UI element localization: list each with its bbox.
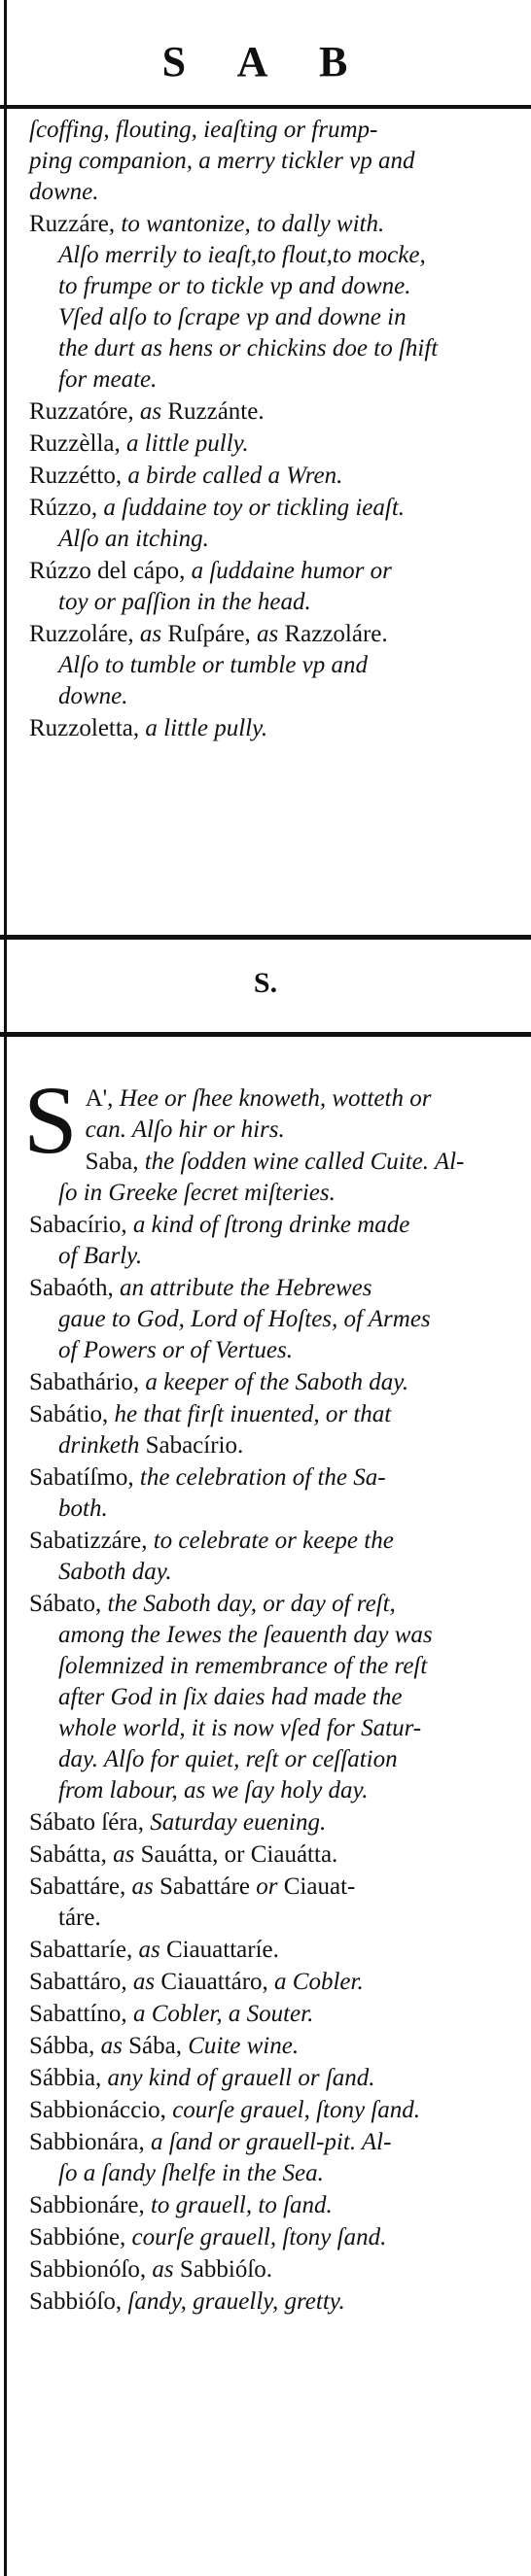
entry-line: [29, 619, 519, 650]
entry-line: the durt as hens or chickins doe to ſhift: [58, 335, 439, 361]
entry-line: of Barly.: [58, 1243, 143, 1269]
headword: Sabattáre,: [29, 1873, 126, 1900]
dictionary-entry: [29, 1807, 519, 1838]
entry-line: both.: [58, 1495, 108, 1522]
entry-line: Saboth day.: [58, 1559, 172, 1585]
headword: Sabatíſmo,: [29, 1464, 134, 1491]
definition-text: a Cobler.: [267, 1969, 364, 1995]
headword: Sabattíno,: [29, 2001, 127, 2027]
headword: Sabaóth,: [29, 1275, 114, 1301]
entry-line: [29, 1872, 519, 1903]
headword: Sabattáre: [159, 1873, 251, 1900]
entry-line: [29, 1903, 519, 1934]
s-entries: [23, 1066, 519, 2318]
entry-line: Alſo an itching.: [58, 526, 209, 552]
entry-line: [29, 1526, 519, 1557]
entry-line: [29, 2031, 519, 2062]
definition-text: as: [146, 2256, 180, 2283]
dictionary-entry: [29, 1872, 519, 1934]
definition-text: a keeper of the Saboth day.: [139, 1369, 409, 1395]
dictionary-entry: [29, 2095, 519, 2126]
headword: A',: [85, 1085, 114, 1112]
headword: Ciauat-: [283, 1873, 356, 1900]
definition-text: to wantonize, to dally with.: [115, 211, 385, 237]
entry-line: [29, 493, 519, 524]
entry-line: among the Iewes the ſeauenth day was: [58, 1622, 433, 1648]
dictionary-entry: [29, 2190, 519, 2221]
definition-text: as: [125, 1873, 159, 1900]
entry-line: whole world, it is now vſed for Satur-: [58, 1715, 422, 1741]
entry-line: [29, 1589, 519, 1620]
dictionary-entry: [29, 429, 519, 460]
headword: Ruzzoletta,: [29, 715, 140, 741]
entry-line: ping companion, a merry tickler vp and: [29, 148, 415, 174]
definition-text: as: [126, 1969, 161, 1995]
definition-text: drinketh: [58, 1432, 146, 1459]
headword: Saba,: [85, 1149, 139, 1175]
headword: Sabátta,: [29, 1841, 107, 1868]
entry-line: [29, 2063, 519, 2094]
section-rule-top: [0, 935, 531, 940]
entry-line: day. Alſo for quiet, reſt or ceſſation: [58, 1746, 398, 1772]
entry-line: gaue to God, Lord of Hoſtes, of Armes: [58, 1306, 431, 1332]
dictionary-entry: [29, 2286, 519, 2318]
section-rule-bottom: [0, 1032, 531, 1037]
dictionary-entry: [29, 461, 519, 492]
entry-line: to frumpe or to tickle vp and downe.: [58, 273, 411, 299]
definition-text: a ſand or grauell-pit. Al-: [144, 2129, 392, 2155]
entry-line: [29, 2286, 519, 2318]
headword: Sábba,: [29, 2033, 95, 2059]
dictionary-entry: [29, 1367, 519, 1398]
entry-line: of Powers or of Vertues.: [58, 1337, 293, 1363]
entry-line: for meate.: [58, 366, 158, 393]
entry-line: [29, 2095, 519, 2126]
continued-entries: [29, 115, 519, 745]
definition-text: Cuite wine.: [181, 2033, 300, 2059]
header-rule: [0, 105, 531, 109]
entry-line: can. Alſo hir or hirs.: [85, 1116, 285, 1143]
dictionary-entry: [29, 1589, 519, 1806]
dictionary-entry: [29, 1147, 519, 1209]
entry-line: from labour, as we ſay holy day.: [58, 1777, 369, 1803]
definition-text: Saturday euening.: [144, 1809, 327, 1836]
entry-line: ſo a ſandy ſhelfe in the Sea.: [58, 2160, 324, 2186]
entry-line: [29, 1999, 519, 2030]
headword: Sabbióſo.: [179, 2256, 273, 2283]
definition-text: to grauell, to ſand.: [144, 2192, 333, 2218]
entry-line: toy or paſſion in the head.: [58, 589, 311, 615]
entry-line: ſolemnized in remembrance of the reſt: [58, 1653, 428, 1679]
entry-line: [29, 1147, 519, 1178]
dictionary-entry: [29, 619, 519, 712]
dictionary-entry: [29, 1210, 519, 1272]
dictionary-entry: [29, 396, 519, 428]
definition-text: an attribute the Hebrewes: [113, 1275, 372, 1301]
definition-text: ſandy, grauelly, gretty.: [122, 2288, 345, 2315]
definition-text: a kind of ſtrong drinke made: [126, 1212, 410, 1238]
entry-line: [29, 1430, 519, 1461]
headword: Sábato,: [29, 1591, 102, 1617]
headword: Sabathário,: [29, 1369, 140, 1395]
headword: Ruzzatóre,: [29, 398, 134, 425]
dictionary-entry: [29, 1526, 519, 1588]
headword: Sabbionáccio,: [29, 2097, 166, 2123]
entry-line: Alſo merrily to ieaſt,to flout,to mocke,: [58, 242, 426, 268]
drop-cap: S: [23, 1066, 78, 1174]
headword: Sábbia,: [29, 2065, 102, 2091]
dictionary-entry: [29, 115, 519, 208]
headword: Sabbióſo,: [29, 2288, 123, 2315]
entry-line: [29, 2190, 519, 2221]
headword: Ruzzoláre,: [29, 621, 134, 647]
definition-text: he that firſt inuented, or that: [108, 1401, 392, 1427]
definition-text: as: [250, 621, 285, 647]
headword: Sabacírio,: [29, 1212, 127, 1238]
dictionary-entry: [29, 2222, 519, 2253]
entry-line: [29, 556, 519, 587]
entry-line: Alſo to tumble or tumble vp and: [58, 652, 369, 678]
entry-line: downe.: [58, 683, 128, 709]
dictionary-entry: [29, 1999, 519, 2030]
definition-text: a ſuddaine humor or: [185, 558, 392, 584]
dictionary-entry: [29, 2127, 519, 2189]
dictionary-entry: [29, 1967, 519, 1998]
headword: Ruſpáre,: [167, 621, 251, 647]
definition-text: as: [133, 398, 168, 425]
entry-line: [29, 1210, 519, 1241]
entry-line: [29, 2127, 519, 2158]
entry-line: [29, 1273, 519, 1304]
left-border: [4, 0, 7, 2576]
definition-text: any kind of grauell or ſand.: [101, 2065, 375, 2091]
entry-line: [29, 461, 519, 492]
entry-line: ſcoffing, flouting, ieaſting or frump-: [29, 117, 378, 143]
headword: Sauátta, or Ciauátta.: [140, 1841, 338, 1868]
definition-text: courſe grauell, ſtony ſand.: [125, 2224, 387, 2250]
entry-line: [29, 1967, 519, 1998]
definition-text: a birde called a Wren.: [122, 463, 343, 489]
headword: Sabacírio.: [145, 1432, 244, 1459]
dictionary-entry: [29, 1462, 519, 1525]
headword: Sábato ſéra,: [29, 1809, 145, 1836]
definition-text: as: [106, 1841, 141, 1868]
entry-line: [29, 2222, 519, 2253]
dictionary-entry: [29, 1935, 519, 1966]
headword: Ruzzèlla,: [29, 430, 121, 457]
page-header: S A B: [161, 38, 370, 86]
headword: Ciauattáro,: [160, 1969, 268, 1995]
dictionary-entry: [29, 713, 519, 744]
headword: Sabattáro,: [29, 1969, 127, 1995]
dictionary-entry: [29, 1273, 519, 1366]
entry-line: [29, 1935, 519, 1966]
dictionary-entry: [29, 209, 519, 395]
headword: Ruzzétto,: [29, 463, 123, 489]
definition-text: as: [94, 2033, 129, 2059]
dictionary-entry: [29, 1839, 519, 1871]
dictionary-entry: [29, 2063, 519, 2094]
entry-line: [29, 429, 519, 460]
dictionary-entry: [29, 2031, 519, 2062]
headword: Sabátio,: [29, 1401, 109, 1427]
definition-text: a little pully.: [139, 715, 268, 741]
headword: Razzoláre.: [284, 621, 388, 647]
definition-text: the celebration of the Sa-: [133, 1464, 386, 1491]
headword: Sabbióne,: [29, 2224, 126, 2250]
definition-text: or: [250, 1873, 284, 1900]
dictionary-entry: [29, 1399, 519, 1461]
definition-text: courſe grauel, ſtony ſand.: [165, 2097, 421, 2123]
dictionary-entry: [29, 493, 519, 555]
definition-text: Hee or ſhee knoweth, wotteth or: [113, 1085, 432, 1112]
entry-line: Vſed alſo to ſcrape vp and downe in: [58, 304, 407, 330]
definition-text: a ſuddaine toy or tickling ieaſt.: [97, 495, 406, 521]
entry-line: after God in ſix daies had made the: [58, 1684, 403, 1710]
definition-text: to celebrate or keepe the: [147, 1528, 394, 1554]
headword: Ciauattaríe.: [165, 1937, 279, 1963]
headword: Rúzzo del cápo,: [29, 558, 186, 584]
entry-line: [29, 396, 519, 428]
headword: Rúzzo,: [29, 495, 98, 521]
definition-text: the Saboth day, or day of reſt,: [101, 1591, 396, 1617]
definition-text: a Cobler, a Souter.: [126, 2001, 314, 2027]
entry-line: [29, 2254, 519, 2285]
headword: Ruzzánte.: [167, 398, 265, 425]
entry-line: [29, 1807, 519, 1838]
entry-line: [29, 1839, 519, 1871]
entry-line: ſo in Greeke ſecret miſteries.: [58, 1180, 336, 1206]
headword: táre.: [58, 1905, 101, 1931]
headword: Sabatizzáre,: [29, 1528, 148, 1554]
headword: Ruzzáre,: [29, 211, 116, 237]
definition-text: as: [132, 1937, 166, 1963]
entry-line: [29, 209, 519, 240]
section-title: S.: [253, 967, 278, 999]
entry-line: [29, 1083, 519, 1115]
headword: Sabbionára,: [29, 2129, 145, 2155]
dictionary-entry: [29, 2254, 519, 2285]
entry-line: downe.: [29, 179, 99, 205]
headword: Sába,: [128, 2033, 182, 2059]
definition-text: a little pully.: [120, 430, 249, 457]
entry-line: [29, 1399, 519, 1430]
headword: Sabattaríe,: [29, 1937, 133, 1963]
entry-line: [29, 713, 519, 744]
definition-text: the ſodden wine called Cuite. Al-: [138, 1149, 465, 1175]
definition-text: as: [133, 621, 168, 647]
entry-line: [29, 1367, 519, 1398]
headword: Sabbionóſo,: [29, 2256, 147, 2283]
headword: Sabbionáre,: [29, 2192, 145, 2218]
entry-line: [29, 1462, 519, 1494]
dictionary-entry: [29, 556, 519, 618]
